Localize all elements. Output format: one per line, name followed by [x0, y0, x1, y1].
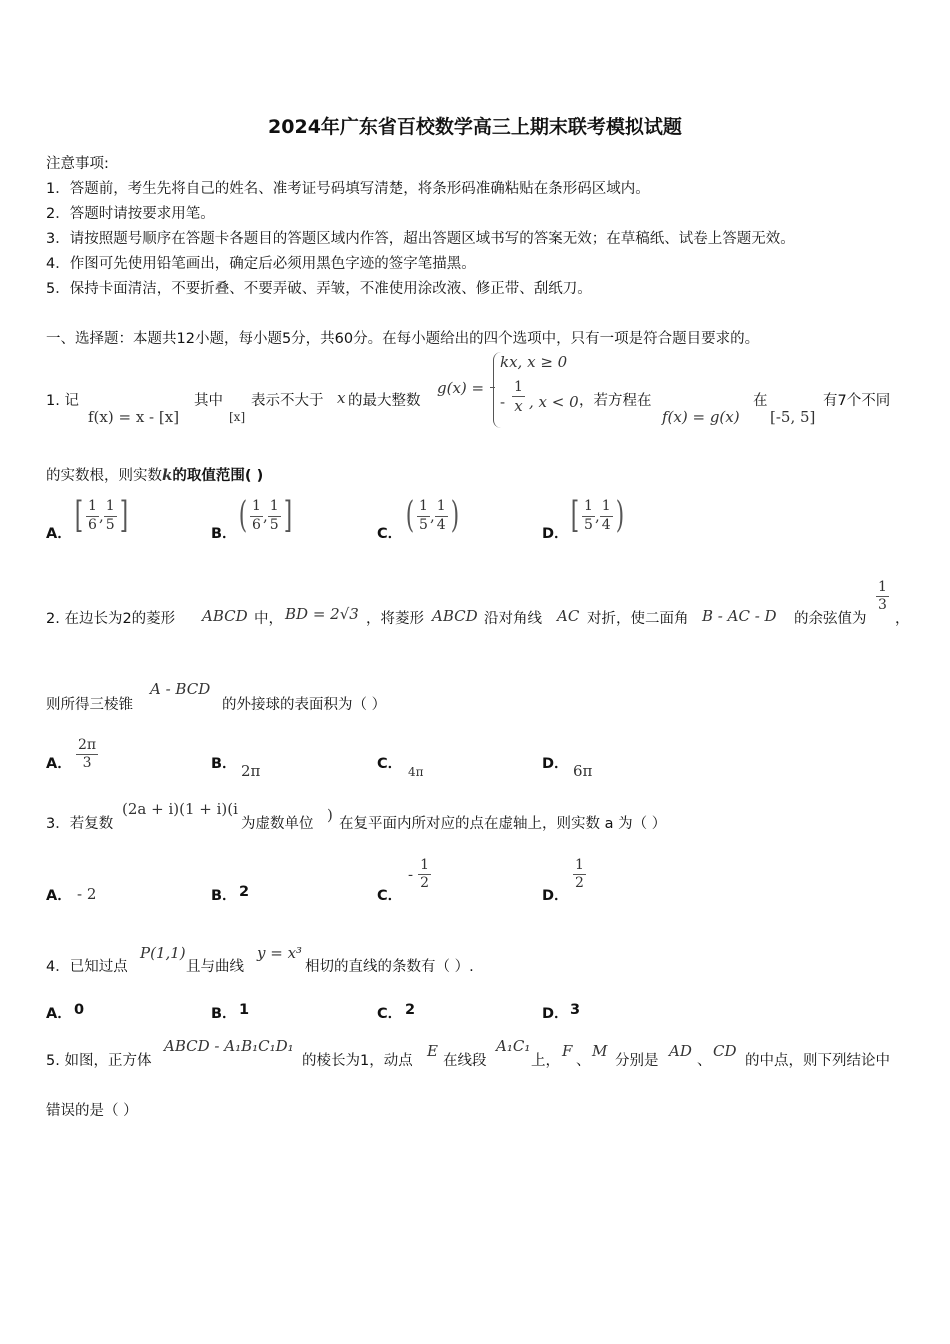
q3-option-a[interactable]: - 2: [77, 885, 97, 903]
fraction-denominator: 3: [878, 597, 887, 614]
bracket-right: ): [450, 495, 459, 536]
q3-text: 在复平面内所对应的点在虚轴上，则实数 a 为（ ）: [339, 816, 667, 832]
negative-sign: -: [408, 865, 414, 884]
q2-cosine-fraction: [876, 580, 889, 614]
fraction-numerator: 1: [600, 499, 613, 516]
fraction-numerator: 2π: [76, 738, 98, 755]
q2-option-b[interactable]: 2π: [241, 762, 261, 780]
q4-option-a[interactable]: 0: [74, 1002, 85, 1018]
notice-item: 4．作图可先使用铅笔画出，确定后必须用黑色字迹的签字笔描黑。: [46, 256, 476, 272]
fraction-numerator: 1: [418, 858, 431, 875]
q4-text: 相切的直线的条数有（ ）.: [305, 959, 474, 975]
fraction-denominator: 5: [419, 516, 428, 533]
q4-text: 4．已知过点: [46, 959, 128, 975]
q2-abcd: ABCD: [202, 607, 248, 625]
section-heading: 一、选择题：本题共12小题，每小题5分，共60分。在每小题给出的四个选项中，只有一项是符合题目要求的。: [46, 331, 760, 347]
fraction-numerator: 1: [435, 499, 448, 516]
option-label: D．: [542, 526, 569, 542]
q5-text: 上，: [531, 1053, 560, 1069]
q1-text: 有7个不同: [823, 393, 891, 409]
q1-gx-label: g(x) =: [437, 379, 485, 397]
q1-case-2-fraction: [512, 380, 525, 415]
q4-point: P(1,1): [140, 944, 186, 962]
q2-dihedral-angle: B - AC - D: [702, 607, 777, 625]
q5-point-e: E: [427, 1042, 438, 1060]
q1-var-k: k: [162, 466, 173, 484]
q3-close-paren: ): [327, 806, 333, 824]
fraction-denominator: 5: [584, 516, 593, 533]
q1-text: 在: [753, 393, 768, 409]
notice-item: 3．请按照题号顺序在答题卡各题目的答题区域内作答，超出答题区域书写的答案无效；在草稿纸、试卷上答题无效。: [46, 231, 795, 247]
option-label: C．: [377, 526, 403, 542]
q2-bd-formula: BD = 2√3: [285, 605, 359, 623]
fraction-denominator: 5: [269, 516, 279, 533]
q3-option-d[interactable]: [573, 858, 586, 892]
fraction-numerator: 1: [104, 499, 117, 516]
option-label: B．: [211, 888, 237, 904]
fraction-denominator: 3: [82, 755, 92, 772]
bracket-right: ]: [119, 495, 128, 536]
q1-floor-symbol: [x]: [229, 410, 246, 424]
bracket-left: (: [238, 495, 248, 536]
bracket-right: ]: [283, 495, 292, 536]
fraction-numerator: 1: [86, 499, 99, 516]
q1-text: 表示不大于: [251, 393, 324, 409]
q1-case-2-condition: , x < 0: [529, 393, 579, 411]
option-label: D．: [542, 756, 569, 772]
q2-text: 中，: [254, 611, 283, 627]
q2-text: 2. 在边长为2的菱形: [46, 611, 176, 627]
q2-abcd: ABCD: [432, 607, 478, 625]
fraction-denominator: 2: [420, 875, 430, 892]
q5-text: 、: [697, 1053, 712, 1069]
notice-item: 1．答题前，考生先将自己的姓名、准考证号码填写清楚，将条形码准确粘贴在条形码区域内。: [46, 181, 650, 197]
q1-equation: f(x) = g(x): [662, 408, 740, 426]
option-label: D．: [542, 888, 569, 904]
q5-text: 错误的是（ ）: [46, 1103, 138, 1119]
fraction-denominator: x: [514, 397, 523, 416]
q4-option-d[interactable]: 3: [570, 1002, 581, 1018]
option-label: C．: [377, 888, 403, 904]
notice-heading: 注意事项:: [46, 156, 109, 172]
q5-segment: A₁C₁: [496, 1037, 531, 1055]
q3-option-c[interactable]: [408, 858, 431, 892]
page-title: 2024年广东省百校数学高三上期末联考模拟试题: [268, 116, 682, 138]
q4-option-c[interactable]: 2: [405, 1002, 416, 1018]
q4-curve: y = x³: [257, 944, 303, 962]
option-label: B．: [211, 756, 237, 772]
q1-text: 的最大整数: [348, 393, 421, 409]
q1-case-2-sign: -: [500, 393, 506, 411]
q1-case-1: kx, x ≥ 0: [500, 353, 568, 371]
q5-cd: CD: [713, 1042, 737, 1060]
bracket-right: ): [615, 495, 624, 536]
q1-piecewise-brace-tip: [490, 387, 495, 388]
q2-text: 对折，使二面角: [587, 611, 689, 627]
q2-text: 沿对角线: [484, 611, 542, 627]
q1-option-c[interactable]: ( $\frac{1}{5}$ , $\frac{1}{4}$ ): [405, 495, 459, 536]
q5-text: 5. 如图，正方体: [46, 1053, 152, 1069]
q2-ac: AC: [557, 607, 580, 625]
q3-text: 3．若复数: [46, 816, 114, 832]
q4-text: 且与曲线: [186, 959, 244, 975]
q5-point-f: F: [562, 1042, 573, 1060]
option-label: A．: [46, 756, 72, 772]
q1-option-a[interactable]: [ $\frac{1}{6}$ , $\frac{1}{5}$ ]: [74, 495, 128, 536]
bracket-left: (: [405, 495, 415, 536]
fraction-numerator: 1: [512, 380, 525, 397]
bracket-left: [: [74, 495, 84, 536]
fraction-numerator: 1: [876, 580, 889, 597]
fraction-numerator: 1: [417, 499, 430, 516]
q2-text: 的外接球的表面积为（ ）: [222, 697, 387, 713]
q2-text: ，: [895, 611, 910, 627]
q1-text-part: 的取值范围( ): [172, 468, 264, 484]
q3-option-b[interactable]: 2: [239, 884, 250, 900]
fraction-numerator: 1: [268, 499, 281, 516]
option-label: B．: [211, 1006, 237, 1022]
option-label: A．: [46, 1006, 72, 1022]
option-label: C．: [377, 1006, 403, 1022]
q1-text: 其中: [194, 393, 223, 409]
q5-cube: ABCD - A₁B₁C₁D₁: [164, 1037, 294, 1055]
q1-text: 1. 记: [46, 393, 79, 409]
fraction-denominator: 4: [601, 516, 611, 533]
q1-fx-formula: f(x) = x - [x]: [88, 408, 180, 426]
fraction-denominator: 6: [252, 516, 261, 533]
q2-option-d[interactable]: 6π: [573, 762, 593, 780]
q2-text: 则所得三棱锥: [46, 697, 133, 713]
q1-text: [46, 464, 263, 485]
q5-text: 分别是: [615, 1053, 659, 1069]
q5-text: 在线段: [443, 1053, 487, 1069]
q1-text-part: 的实数根，则实数: [46, 468, 162, 484]
q1-option-b[interactable]: ( $\frac{1}{6}$ , $\frac{1}{5}$ ]: [238, 495, 292, 536]
q5-text: 的中点，则下列结论中: [745, 1053, 890, 1069]
q1-interval: [-5, 5]: [770, 408, 816, 426]
fraction-numerator: 1: [250, 499, 263, 516]
option-label: B．: [211, 526, 237, 542]
q4-option-b[interactable]: 1: [239, 1002, 250, 1018]
fraction-numerator: 1: [582, 499, 595, 516]
q1-text: ，若方程在: [579, 393, 652, 409]
q1-option-d[interactable]: [ $\frac{1}{5}$ , $\frac{1}{4}$ ): [570, 495, 624, 536]
q2-text: 的余弦值为: [794, 611, 867, 627]
option-label: A．: [46, 888, 72, 904]
q1-var-x: x: [337, 389, 346, 407]
fraction-denominator: 6: [88, 516, 97, 533]
notice-item: 5．保持卡面清洁，不要折叠、不要弄破、弄皱，不准使用涂改液、修正带、刮纸刀。: [46, 281, 592, 297]
q5-text: 、: [576, 1053, 591, 1069]
q3-complex-expression: (2a + i)(1 + i)(i: [122, 800, 238, 818]
q2-tetrahedron: A - BCD: [150, 680, 211, 698]
option-label: D．: [542, 1006, 569, 1022]
q5-ad: AD: [669, 1042, 692, 1060]
q3-text: 为虚数单位: [241, 816, 314, 832]
q5-point-m: M: [592, 1042, 608, 1060]
fraction-numerator: 1: [573, 858, 586, 875]
fraction-denominator: 5: [105, 516, 115, 533]
q2-option-c[interactable]: 4π: [408, 765, 424, 779]
q2-option-a[interactable]: [76, 738, 98, 772]
q2-text: ，将菱形: [366, 611, 424, 627]
option-label: A．: [46, 526, 72, 542]
bracket-left: [: [570, 495, 580, 536]
fraction-denominator: 4: [436, 516, 446, 533]
option-label: C．: [377, 756, 403, 772]
fraction-denominator: 2: [575, 875, 584, 892]
q5-text: 的棱长为1，动点: [302, 1053, 413, 1069]
notice-item: 2．答题时请按要求用笔。: [46, 206, 215, 222]
